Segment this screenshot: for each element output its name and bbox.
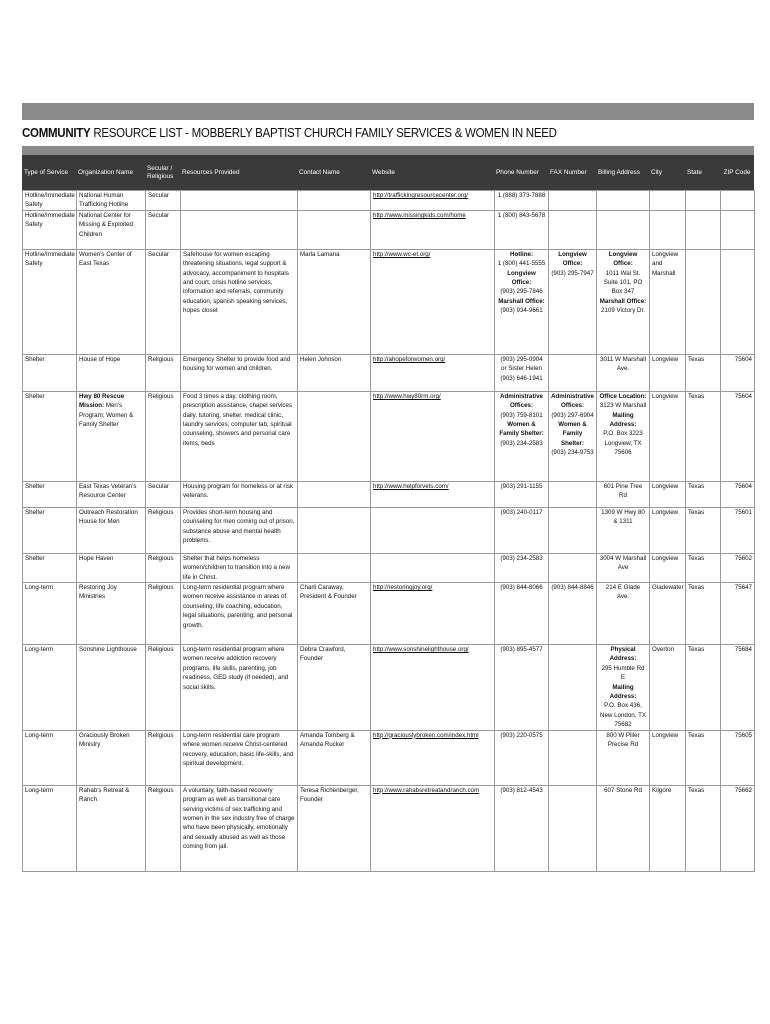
- cell-type-of-service: Shelter: [23, 507, 77, 553]
- cell-type-of-service: Long-term: [23, 583, 77, 645]
- cell-organization-name: Hope Haven: [77, 553, 146, 582]
- cell-resources-provided: Shelter that helps homeless women/children to transition into a new life in Christ.: [181, 553, 298, 582]
- cell-resources-provided: [181, 210, 298, 249]
- cell-secular-religious: Secular: [146, 249, 181, 354]
- cell-resources-provided: Long-term residential program where women receive addiction recovery programs, life skills, parenting, job readiness, GED study (if needed), and social skills.: [181, 645, 298, 731]
- cell-line: Marshall Office:: [599, 297, 647, 305]
- cell-state: Texas: [686, 481, 721, 507]
- cell-organization-name: East Texas Veteran's Resource Center: [77, 481, 146, 507]
- cell-billing-address: 607 Stone Rd: [597, 785, 650, 871]
- cell-website[interactable]: http://www.sonshinelighthouse.org/: [371, 645, 495, 731]
- header-contact: Contact Name: [299, 168, 340, 176]
- table-row: [23, 249, 755, 354]
- cell-billing-address: [597, 645, 650, 731]
- cell-fax-number: [549, 191, 597, 211]
- table-row: [23, 481, 755, 507]
- table-row: [23, 583, 755, 645]
- header-type: Type of Service: [24, 168, 69, 176]
- cell-resources-provided: Provides short-term housing and counseling for men coming out of prison, substance abuse and mental health problems.: [181, 507, 298, 553]
- title-bold: COMMUNITY: [22, 126, 91, 140]
- cell-resources-provided: Food 3 times a day, clothing room, prescription assistance, chapel services daily, tutoring, shelter, medical clinic, laundry services, computer lab, spiritual counseling, showers and personal care items, beds: [181, 391, 298, 481]
- table-row: [23, 507, 755, 553]
- cell-city: Longview: [650, 730, 686, 785]
- table-row: [23, 730, 755, 785]
- cell-line: P.O. Box 3223 Longview, TX 75606: [603, 430, 643, 457]
- cell-resources-provided: [181, 191, 298, 211]
- cell-billing-address: 601 Pine Tree Rd: [597, 481, 650, 507]
- cell-website[interactable]: http://www.rahabsretreatandranch.com: [371, 785, 495, 871]
- cell-fax-number: [549, 553, 597, 582]
- cell-state: Texas: [686, 354, 721, 391]
- cell-fax-number: (903) 844-8846: [549, 583, 597, 645]
- cell-phone-number: (903) 295-0904 or Sister Helen (903) 646-1941: [495, 354, 549, 391]
- cell-line: (903) 295-7846: [500, 288, 543, 296]
- cell-city: Longview: [650, 391, 686, 481]
- cell-phone-number: (903) 895-4577: [495, 645, 549, 731]
- cell-line: 1 (800) 441-5555: [497, 260, 546, 268]
- cell-line: Mailing Address:: [609, 683, 637, 701]
- cell-secular-religious: Secular: [146, 481, 181, 507]
- header-secular-line1: Secular /: [147, 164, 173, 172]
- cell-secular-religious: Religious: [146, 354, 181, 391]
- cell-line: 2109 Victory Dr.: [601, 307, 645, 315]
- cell-phone-number: (903) 812-4543: [495, 785, 549, 871]
- cell-fax-number: [549, 645, 597, 731]
- cell-resources-provided: Long-term residential care program where women receive Christ-centered recovery, education, basic life-skills, and spiritual development.: [181, 730, 298, 785]
- cell-state: Texas: [686, 391, 721, 481]
- header-city: City: [651, 168, 663, 176]
- cell-line: 1011 Wal St. Suite 101, PO Box 347: [603, 269, 643, 296]
- cell-line: Women & Family Shelter:: [499, 421, 544, 438]
- cell-zip-code: [721, 249, 755, 354]
- header-phone: Phone Number: [496, 168, 539, 176]
- cell-state: [686, 210, 721, 249]
- cell-billing-address: 214 E Glade Ave.: [597, 583, 650, 645]
- cell-website[interactable]: http://ahopeforwomen.org/: [371, 354, 495, 391]
- cell-line: (903) 759-8101: [500, 411, 543, 419]
- table-row: [23, 645, 755, 731]
- cell-organization-name: Women's Center of East Texas: [77, 249, 146, 354]
- cell-contact-name: Debra Crawford, Founder: [298, 645, 371, 731]
- cell-zip-code: [721, 210, 755, 249]
- cell-secular-religious: Religious: [146, 553, 181, 582]
- cell-city: Longview: [650, 481, 686, 507]
- cell-city: Gladewater: [650, 583, 686, 645]
- cell-type-of-service: Shelter: [23, 481, 77, 507]
- cell-organization-name: Sonshine Lighthouse: [77, 645, 146, 731]
- cell-line: (903) 934-9661: [500, 307, 543, 315]
- cell-secular-religious: Religious: [146, 583, 181, 645]
- cell-contact-name: [298, 391, 371, 481]
- cell-zip-code: 75605: [721, 730, 755, 785]
- cell-zip-code: [721, 191, 755, 211]
- cell-fax-number: [549, 249, 597, 354]
- header-secular-line2: Religious: [147, 172, 174, 180]
- cell-city: [650, 191, 686, 211]
- cell-zip-code: 75684: [721, 645, 755, 731]
- cell-phone-number: [495, 249, 549, 354]
- cell-type-of-service: Hotline/Immediate Safety: [23, 191, 77, 211]
- cell-city: Longview: [650, 354, 686, 391]
- cell-city: Longview: [650, 507, 686, 553]
- cell-website[interactable]: http://graciouslybroken.com/index.html: [371, 730, 495, 785]
- cell-zip-code: 75601: [721, 507, 755, 553]
- cell-type-of-service: Long-term: [23, 785, 77, 871]
- table-body: [23, 191, 755, 872]
- cell-billing-address: 3004 W Marshall Ave: [597, 553, 650, 582]
- cell-secular-religious: Religious: [146, 730, 181, 785]
- cell-type-of-service: Long-term: [23, 645, 77, 731]
- cell-line: Longview Office:: [608, 250, 638, 268]
- cell-type-of-service: Hotline/Immediate Safety: [23, 249, 77, 354]
- cell-website: [371, 553, 495, 582]
- cell-resources-provided: Long-term residential program where women receive assistance in areas of counseling, life coaching, education, legal situations, parenting, and personal growth.: [181, 583, 298, 645]
- cell-fax-number: [549, 507, 597, 553]
- cell-website[interactable]: http://www.wc-et.org/: [371, 249, 495, 354]
- cell-line: Office Location:: [599, 392, 647, 400]
- cell-line: P.O. Box 436, New London, TX 75682: [600, 702, 646, 729]
- cell-phone-number: [495, 391, 549, 481]
- cell-contact-name: Charli Caraway, President & Founder: [298, 583, 371, 645]
- table-row: [23, 191, 755, 211]
- cell-phone-number: 1 (888) 373-7888: [495, 191, 549, 211]
- cell-contact-name: Teresa Richenberger, Founder: [298, 785, 371, 871]
- cell-phone-number: (903) 240-0117: [495, 507, 549, 553]
- cell-website[interactable]: http://www.missingkids.com/home: [371, 210, 495, 249]
- cell-secular-religious: Religious: [146, 391, 181, 481]
- cell-state: [686, 191, 721, 211]
- table-row: [23, 210, 755, 249]
- cell-type-of-service: Shelter: [23, 354, 77, 391]
- cell-organization-name: National Center for Missing & Exploited Children: [77, 210, 146, 249]
- cell-contact-name: Helen Johnson: [298, 354, 371, 391]
- cell-line: Hotline:: [509, 250, 534, 258]
- cell-phone-number: (903) 291-1155: [495, 481, 549, 507]
- cell-state: [686, 249, 721, 354]
- cell-contact-name: [298, 191, 371, 211]
- cell-phone-number: (903) 234-2583: [495, 553, 549, 582]
- cell-website[interactable]: http://traffickingresourcecenter.org/: [371, 191, 495, 211]
- header-org: Organization Name: [78, 168, 134, 176]
- cell-website[interactable]: http://restoringjoy.org/: [371, 583, 495, 645]
- table-row: [23, 354, 755, 391]
- cell-line: Mailing Address:: [609, 411, 637, 429]
- document-page: [22, 103, 754, 872]
- cell-line: Longview Office:: [558, 250, 587, 268]
- cell-line: Women & Family Shelter:: [558, 421, 587, 447]
- cell-line: (903) 297-6904: [551, 411, 594, 419]
- table-row: [23, 785, 755, 871]
- cell-line: Physical Address:: [609, 646, 637, 663]
- cell-state: Texas: [686, 785, 721, 871]
- cell-state: Texas: [686, 507, 721, 553]
- cell-line: Administrative Offices:: [500, 392, 543, 410]
- cell-organization-name: Outreach Restoration House for Men: [77, 507, 146, 553]
- cell-billing-address: 3011 W Marshall Ave.: [597, 354, 650, 391]
- header-fax: FAX Number: [550, 168, 587, 176]
- cell-resources-provided: Housing program for homeless or at risk veterans.: [181, 481, 298, 507]
- cell-secular-religious: Secular: [146, 191, 181, 211]
- cell-zip-code: 75604: [721, 354, 755, 391]
- cell-zip-code: 75662: [721, 785, 755, 871]
- cell-billing-address: [597, 210, 650, 249]
- cell-secular-religious: Secular: [146, 210, 181, 249]
- table-row: [23, 391, 755, 481]
- cell-website[interactable]: http://www.hwy80rm.org/: [371, 391, 495, 481]
- header-website: Website: [372, 168, 395, 176]
- cell-organization-name: Rahab's Retreat & Ranch: [77, 785, 146, 871]
- cell-contact-name: [298, 553, 371, 582]
- table-header: [22, 155, 754, 190]
- cell-phone-number: (903) 844-8066: [495, 583, 549, 645]
- cell-organization-name: Graciously Broken Ministry: [77, 730, 146, 785]
- cell-organization-name: Hwy 80 Rescue Mission: Men's Program; Women & Family Shelter: [77, 391, 146, 481]
- cell-zip-code: 75604: [721, 481, 755, 507]
- cell-state: Texas: [686, 730, 721, 785]
- cell-type-of-service: Long-term: [23, 730, 77, 785]
- cell-resources-provided: Safehouse for women escaping threatening situations, legal support & advocacy, accompaniment to hospitals and court, crisis hotline services, information and referrals, community education, spanish speaking services, hopes closet: [181, 249, 298, 354]
- cell-zip-code: 75604: [721, 391, 755, 481]
- cell-city: Longview and Marshall: [650, 249, 686, 354]
- cell-contact-name: [298, 507, 371, 553]
- cell-secular-religious: Religious: [146, 785, 181, 871]
- cell-fax-number: [549, 391, 597, 481]
- cell-billing-address: [597, 191, 650, 211]
- cell-phone-number: (903) 220-0575: [495, 730, 549, 785]
- cell-fax-number: [549, 481, 597, 507]
- cell-resources-provided: A voluntary, faith-based recovery program as well as transitional care serving victims of sex trafficking and women in the sex industry free of charge who have been physically, emotionally and sexually abused as well as those coming from jail.: [181, 785, 298, 871]
- title-rest: RESOURCE LIST - MOBBERLY BAPTIST CHURCH FAMILY SERVICES & WOMEN IN NEED: [90, 126, 557, 140]
- top-gray-bar: [22, 103, 754, 120]
- header-state: State: [687, 168, 702, 176]
- cell-organization-name: House of Hope: [77, 354, 146, 391]
- cell-billing-address: 1309 W Hwy 80 & 1311: [597, 507, 650, 553]
- table-row: [23, 553, 755, 582]
- cell-secular-religious: Religious: [146, 507, 181, 553]
- cell-line: Administrative Offices:: [551, 392, 594, 410]
- cell-state: Texas: [686, 645, 721, 731]
- cell-website: [371, 507, 495, 553]
- cell-contact-name: [298, 481, 371, 507]
- cell-type-of-service: Shelter: [23, 553, 77, 582]
- cell-type-of-service: Hotline/Immediate Safety: [23, 210, 77, 249]
- header-secular: [145, 155, 180, 190]
- cell-zip-code: 75602: [721, 553, 755, 582]
- cell-line: (903) 234-9753: [551, 449, 594, 457]
- cell-line: 295 Humble Rd E: [601, 664, 645, 682]
- cell-state: Texas: [686, 583, 721, 645]
- cell-state: Texas: [686, 553, 721, 582]
- title-underline-bar: [22, 146, 754, 155]
- cell-fax-number: [549, 730, 597, 785]
- cell-organization-name: National Human Trafficking Hotline: [77, 191, 146, 211]
- resource-table: [22, 190, 755, 872]
- cell-line: (903) 295-7947: [551, 269, 594, 277]
- cell-organization-name: Restoring Joy Ministries: [77, 583, 146, 645]
- cell-billing-address: [597, 249, 650, 354]
- cell-zip-code: 75647: [721, 583, 755, 645]
- cell-billing-address: 800 W Pliler Precise Rd: [597, 730, 650, 785]
- page-title: [22, 126, 695, 143]
- cell-phone-number: 1 (800) 843-5678: [495, 210, 549, 249]
- cell-city: Overton: [650, 645, 686, 731]
- cell-fax-number: [549, 354, 597, 391]
- cell-line: Longview Office:: [507, 269, 536, 287]
- cell-fax-number: [549, 785, 597, 871]
- header-resources: Resources Provided: [182, 168, 240, 176]
- cell-contact-name: Amanda Tomberg & Amanda Rucker: [298, 730, 371, 785]
- cell-billing-address: [597, 391, 650, 481]
- cell-city: Kilgore: [650, 785, 686, 871]
- cell-fax-number: [549, 210, 597, 249]
- cell-line: Marshall Office:: [498, 297, 545, 305]
- cell-contact-name: [298, 210, 371, 249]
- cell-city: [650, 210, 686, 249]
- cell-city: Longview: [650, 553, 686, 582]
- org-bold-prefix: Hwy 80 Rescue Mission:: [79, 392, 125, 410]
- cell-type-of-service: Shelter: [23, 391, 77, 481]
- cell-line: 3123 W Marshall: [599, 402, 647, 410]
- cell-contact-name: Marla Lamana: [298, 249, 371, 354]
- cell-website[interactable]: http://www.helpforvets.com/: [371, 481, 495, 507]
- cell-line: (903) 234-2583: [500, 439, 543, 447]
- header-zip: ZIP Code: [723, 168, 751, 176]
- cell-resources-provided: Emergency Shelter to provide food and housing for women and children.: [181, 354, 298, 391]
- cell-secular-religious: Religious: [146, 645, 181, 731]
- header-billing: Billing Address: [598, 168, 640, 176]
